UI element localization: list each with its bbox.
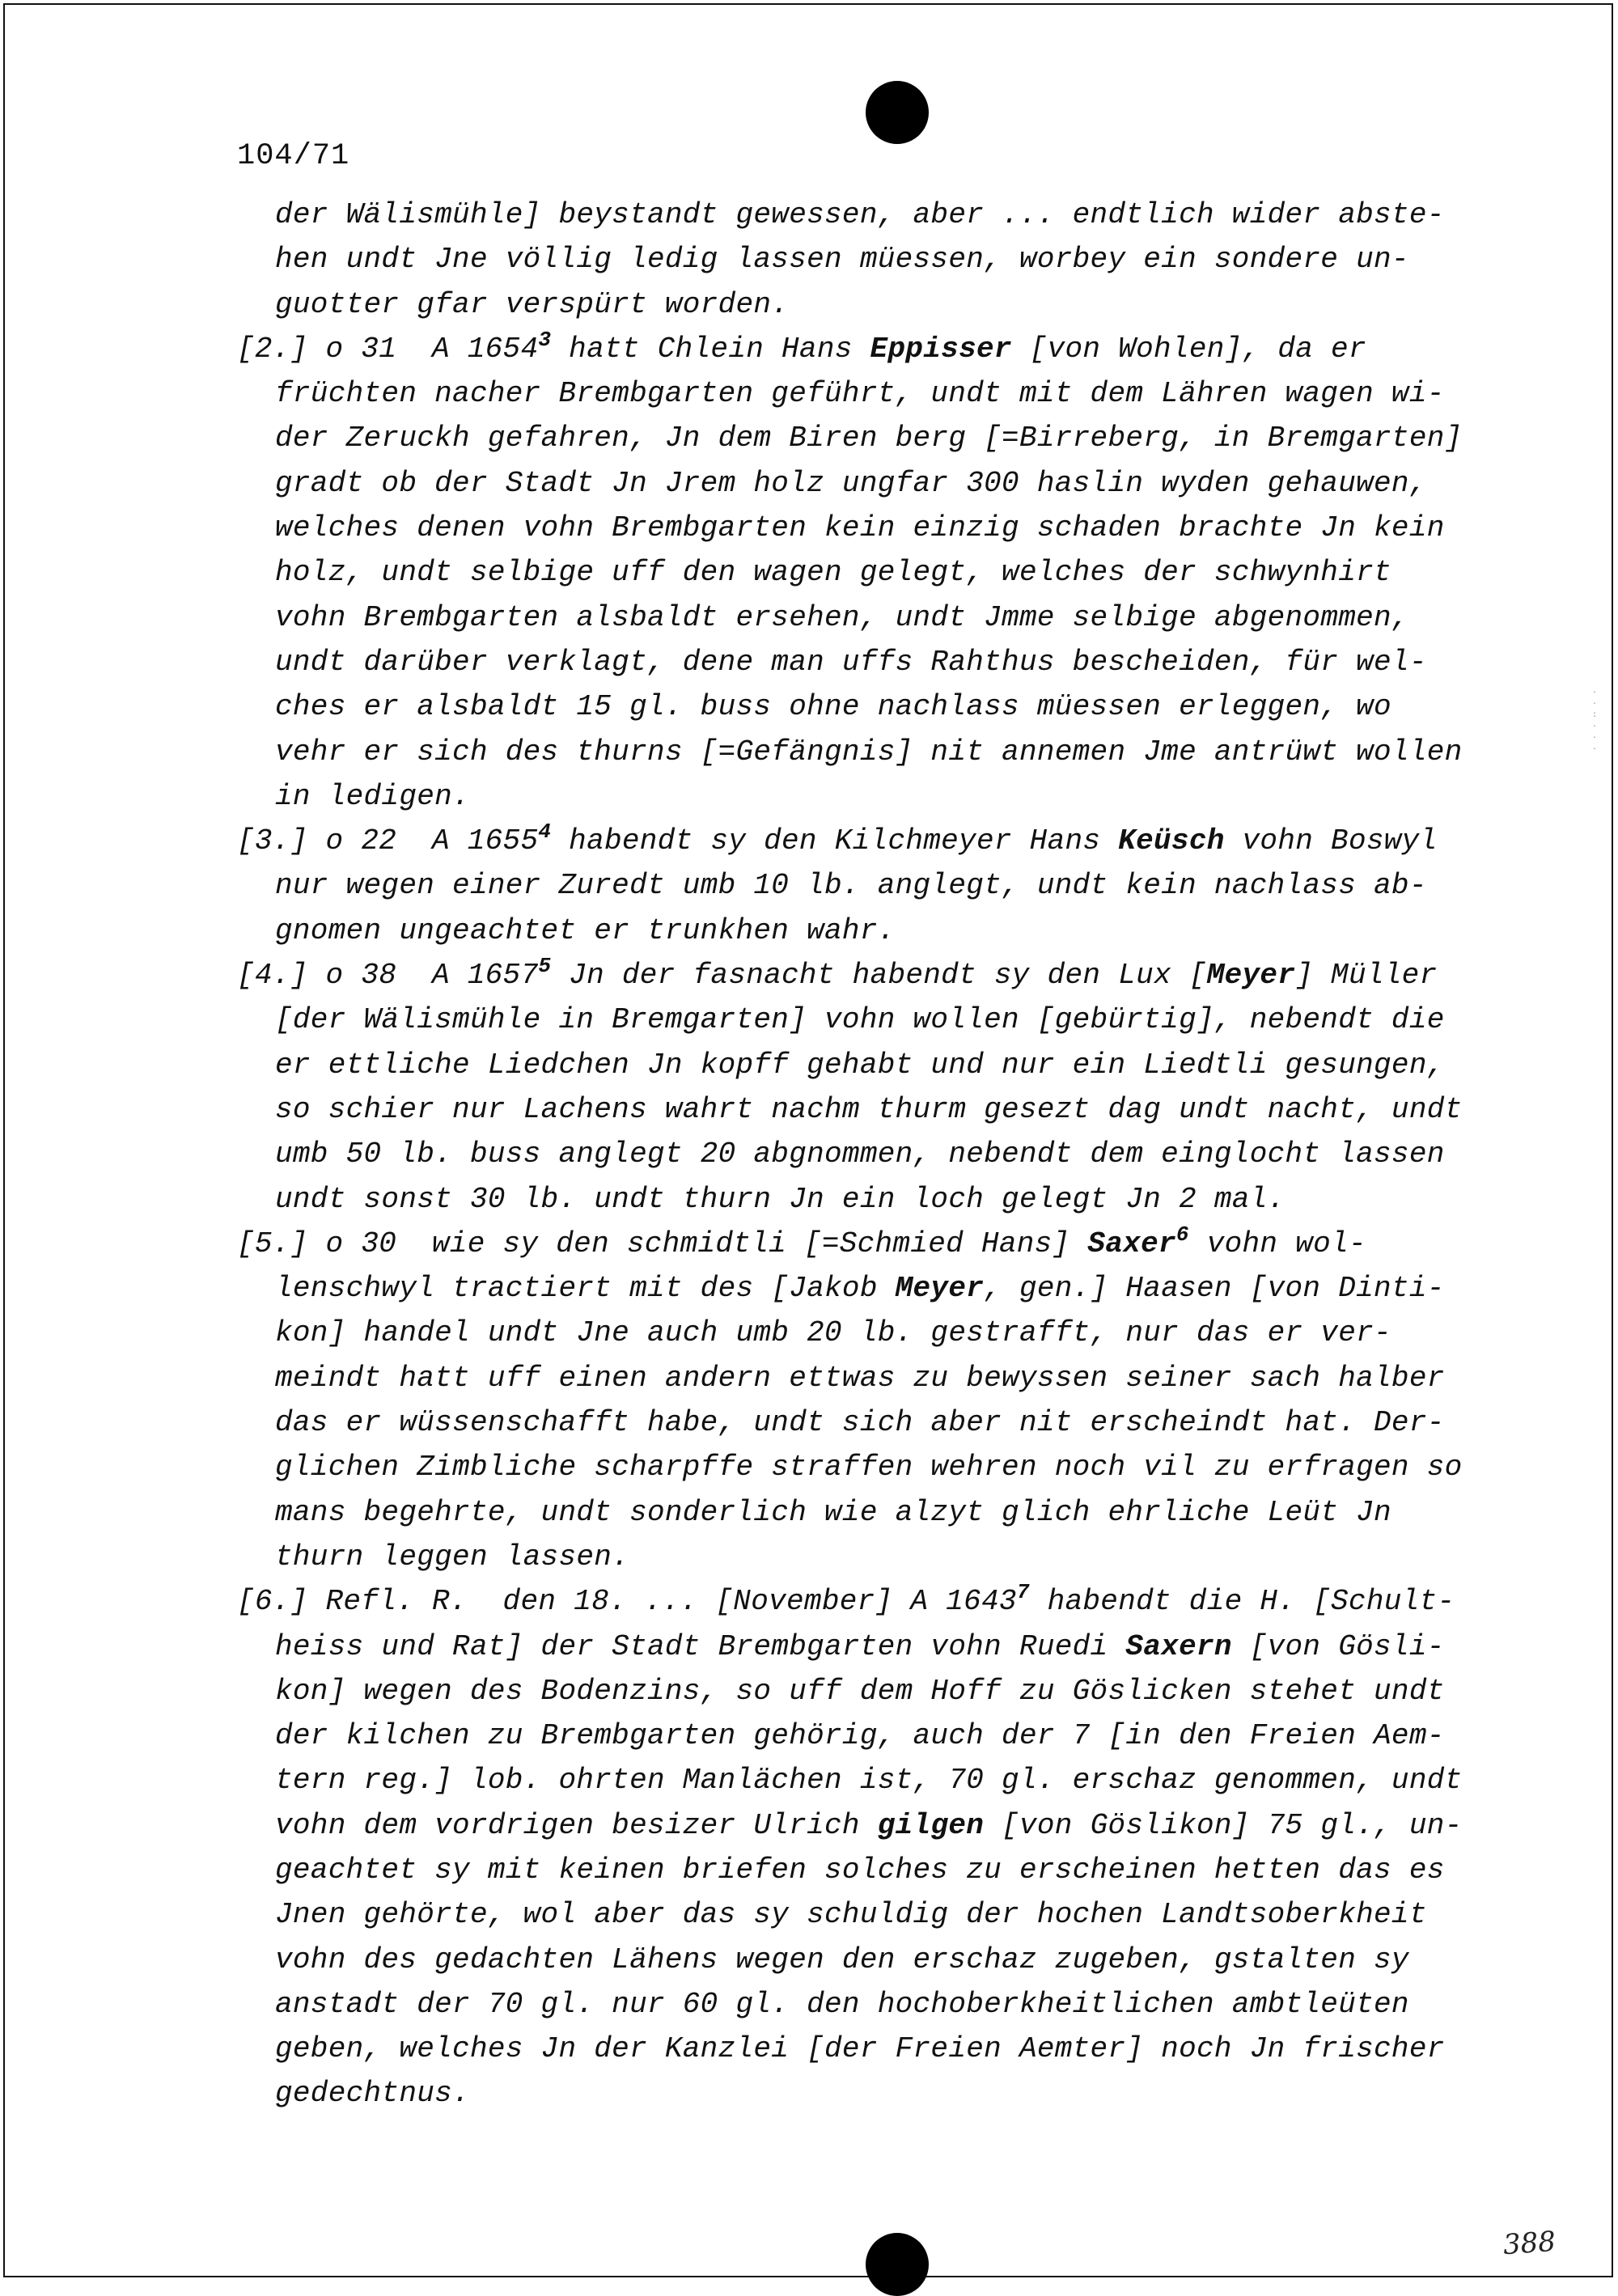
text-line: holz, undt selbige uff den wagen gelegt, welches der schwynhirt — [275, 556, 1391, 590]
text-line: gedechtnus. — [275, 2077, 470, 2111]
entry-3 — [237, 819, 1483, 953]
punch-hole-bottom — [866, 2233, 929, 2296]
text-line: nur wegen einer Zuredt umb 10 lb. anglegt, undt kein nachlass ab- — [275, 869, 1427, 903]
text-line: welches denen vohn Brembgarten kein einzig schaden brachte Jn kein — [275, 511, 1445, 545]
text-line: glichen Zimbliche scharpffe straffen wehren noch vil zu erfragen so — [275, 1451, 1463, 1485]
text-line: guotter gfar verspürt worden. — [275, 287, 790, 321]
text-line: [der Wälismühle in Bremgarten] vohn wollen [gebürtig], nebendt die — [275, 1003, 1445, 1037]
text-line: kon] wegen des Bodenzins, so uff dem Hoff zu Göslicken stehet undt — [275, 1674, 1445, 1708]
entry-2 — [237, 327, 1483, 819]
text-line: ches er alsbaldt 15 gl. buss ohne nachlass müessen erleggen, wo — [275, 690, 1391, 724]
entry-5 — [237, 1222, 1483, 1579]
text-line: umb 50 lb. buss anglegt 20 abgnommen, nebendt dem einglocht lassen — [275, 1137, 1445, 1171]
entry-heading-line: [2.] o 31 A 1654$^3$ hatt Chlein Hans Eppisser [von Wohlen], da er — [237, 327, 1366, 366]
text-line: vohn Brembgarten alsbaldt ersehen, undt Jmme selbige abgenommen, — [275, 600, 1409, 634]
entry-heading-line: [4.] o 38 A 1657$^5$ Jn der fasnacht habendt sy den Lux [Meyer] Müller — [237, 954, 1438, 993]
text-line: er ettliche Liedchen Jn kopff gehabt und nur ein Liedtli gesungen, — [275, 1048, 1445, 1082]
text-line: früchten nacher Brembgarten geführt, undt mit dem Lähren wagen wi- — [275, 377, 1445, 411]
text-line: vohn des gedachten Lähens wegen den erschaz zugeben, gstalten sy — [275, 1942, 1409, 1976]
text-line: mans begehrte, undt sonderlich wie alzyt glich ehrliche Leüt Jn — [275, 1495, 1391, 1529]
text-line: heiss und Rat] der Stadt Brembgarten vohn Ruedi Saxern [von Gösli- — [275, 1629, 1445, 1663]
handwritten-page-number: 388 — [1502, 2225, 1557, 2262]
entry-heading-line: [6.] Refl. R. den 18. ... [November] A 1643$^7$ habendt die H. [Schult- — [237, 1580, 1455, 1619]
punch-hole-top — [866, 81, 929, 144]
text-line: thurn leggen lassen. — [275, 1540, 630, 1574]
text-line: lenschwyl tractiert mit des [Jakob Meyer, gen.] Haasen [von Dinti- — [275, 1272, 1445, 1306]
person-name: Meyer — [895, 1272, 985, 1306]
text-line: meindt hatt uff einen andern ettwas zu bewyssen seiner sach halber — [275, 1361, 1445, 1395]
text-line: der Wälismühle] beystandt gewessen, aber ... endtlich wider abste- — [275, 198, 1445, 231]
person-name: Saxer — [1087, 1226, 1176, 1260]
text-line: vohn dem vordrigen besizer Ulrich gilgen [von Göslikon] 75 gl., un- — [275, 1808, 1463, 1842]
person-name: gilgen — [877, 1808, 985, 1842]
document-body — [237, 193, 1483, 2116]
text-line: anstadt der 70 gl. nur 60 gl. den hochoberkheitlichen ambtleüten — [275, 1987, 1409, 2021]
text-line: der Zeruckh gefahren, Jn dem Biren berg [=Birreberg, in Bremgarten] — [275, 421, 1463, 455]
entry-6 — [237, 1579, 1483, 2116]
entry-heading-line: [5.] o 30 wie sy den schmidtli [=Schmied Hans] Saxer$^6$ vohn wol- — [237, 1222, 1366, 1260]
person-name: Meyer — [1206, 959, 1296, 993]
text-line: undt sonst 30 lb. undt thurn Jn ein loch gelegt Jn 2 mal. — [275, 1182, 1286, 1216]
person-name: Keüsch — [1118, 824, 1225, 858]
text-line: in ledigen. — [275, 779, 470, 813]
text-line: geachtet sy mit keinen briefen solches zu erscheinen hetten das es — [275, 1853, 1445, 1887]
text-line: tern reg.] lob. ohrten Manlächen ist, 70 gl. erschaz genommen, undt — [275, 1764, 1463, 1798]
text-line: gnomen ungeachtet er trunkhen wahr. — [275, 913, 896, 947]
text-line: kon] handel undt Jne auch umb 20 lb. gestrafft, nur das er ver- — [275, 1316, 1391, 1350]
text-line: gradt ob der Stadt Jn Jrem holz ungfar 300 haslin wyden gehauwen, — [275, 466, 1427, 500]
scan-specks: · · : · · · — [1592, 688, 1598, 754]
text-line: Jnen gehörte, wol aber das sy schuldig der hochen Landtsoberkheit — [275, 1898, 1427, 1932]
text-line: so schier nur Lachens wahrt nachm thurm gesezt dag undt nacht, undt — [275, 1092, 1463, 1126]
paragraph-continuation — [237, 193, 1483, 327]
text-line: das er wüssenschafft habe, undt sich aber nit erscheindt hat. Der- — [275, 1406, 1445, 1440]
entry-4 — [237, 953, 1483, 1222]
text-line: undt darüber verklagt, dene man uffs Rahthus bescheiden, für wel- — [275, 645, 1427, 679]
text-line: vehr er sich des thurns [=Gefängnis] nit annemen Jme antrüwt wollen — [275, 735, 1463, 769]
person-name: Eppisser — [870, 332, 1012, 366]
text-line: hen undt Jne völlig ledig lassen müessen, worbey ein sondere un- — [275, 243, 1409, 277]
page-reference: 104/71 — [237, 139, 350, 173]
entry-heading-line: [3.] o 22 A 1655$^4$ habendt sy den Kilchmeyer Hans Keüsch vohn Boswyl — [237, 820, 1438, 858]
text-line: geben, welches Jn der Kanzlei [der Freien Aemter] noch Jn frischer — [275, 2032, 1445, 2066]
person-name: Saxern — [1125, 1629, 1232, 1663]
text-line: der kilchen zu Brembgarten gehörig, auch der 7 [in den Freien Aem- — [275, 1719, 1445, 1753]
